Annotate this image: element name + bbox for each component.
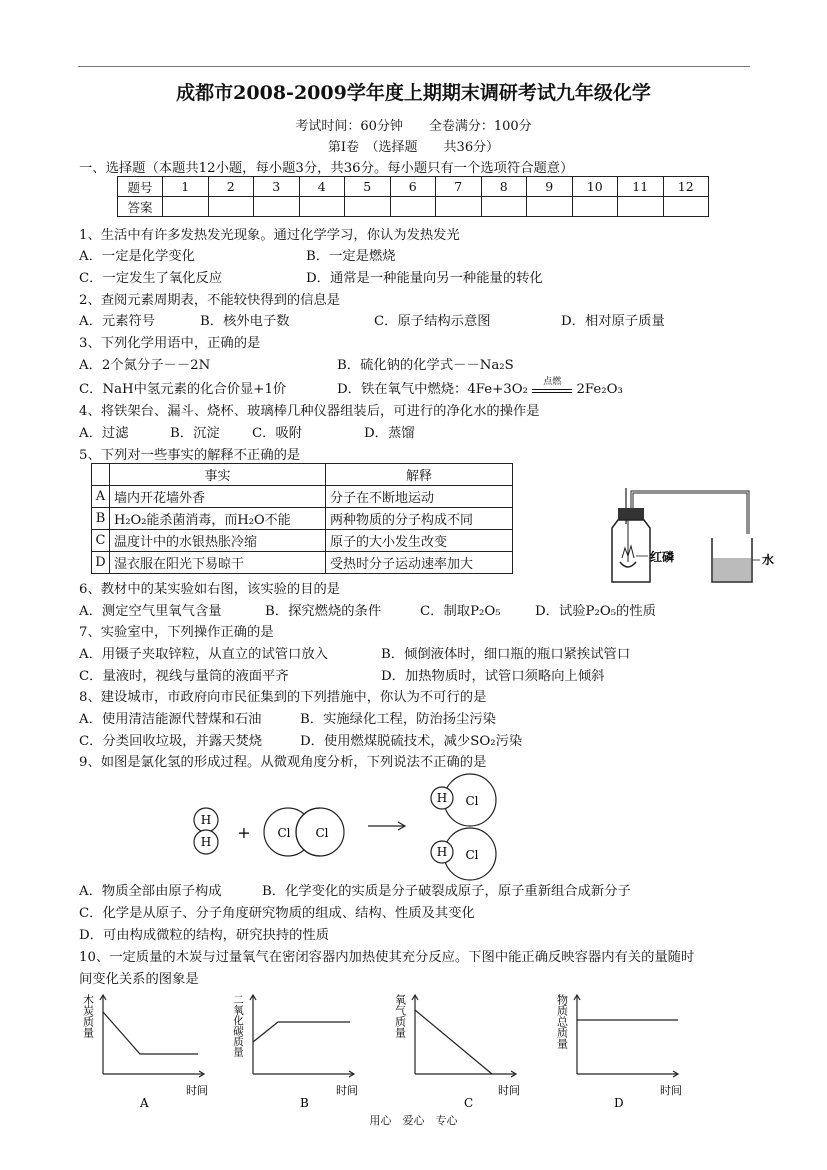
volume-heading: 第Ⅰ卷 （选择题 共36分） — [327, 140, 500, 155]
row-letter: C — [92, 530, 110, 552]
graph-c-ylabel: 氧气质量 — [393, 994, 407, 1038]
answer-cell[interactable] — [436, 197, 482, 217]
number-cell: 1 — [163, 177, 209, 197]
row-fact: H₂O₂能杀菌消毒，而H₂O不能 — [110, 508, 326, 530]
graph-a-ylabel: 木炭质量 — [81, 994, 95, 1038]
q4-option-d: D．蒸馏 — [364, 426, 415, 441]
graph-b — [232, 992, 368, 1110]
q2-option-d: D．相对原子质量 — [561, 314, 665, 329]
graph-c — [393, 992, 530, 1110]
answer-cell[interactable] — [345, 197, 391, 217]
section-heading: 一、选择题（本题共12小题，每小题3分，共36分。每小题只有一个选项符合题意） — [79, 161, 574, 176]
graph-d-xlabel: 时间 — [660, 1084, 682, 1097]
answer-cell[interactable] — [299, 197, 345, 217]
graph-b-xlabel: 时间 — [336, 1084, 358, 1097]
number-cell: 11 — [618, 177, 664, 197]
q6-stem: 6、教材中的某实验如右图，该实验的目的是 — [79, 582, 341, 597]
q6-option-b: B．探究燃烧的条件 — [265, 604, 382, 619]
q3-option-d-lhs: D．铁在氧气中燃烧：4Fe+3O₂ — [337, 382, 528, 397]
q5-stem: 5、下列对一些事实的解释不正确的是 — [79, 448, 301, 463]
h-atom-label: H — [436, 791, 448, 805]
q6-option-c: C．制取P₂O₅ — [420, 604, 501, 619]
number-cell: 10 — [572, 177, 618, 197]
table-row — [92, 530, 513, 552]
cl-atom-label: Cl — [465, 848, 479, 862]
q9-option-a: A．物质全部由原子构成 — [79, 884, 222, 899]
answer-cell[interactable] — [663, 197, 709, 217]
q9-option-d: D．可由构成微粒的结构，研究抉持的性质 — [79, 928, 330, 943]
row-letter: B — [92, 508, 110, 530]
q4-option-b: B．沉淀 — [170, 426, 220, 441]
answer-cell[interactable] — [208, 197, 254, 217]
q3-stem: 3、下列化学用语中，正确的是 — [79, 336, 261, 351]
graph-d-letter: D — [614, 1096, 624, 1110]
top-rule — [78, 66, 750, 67]
number-cell: 2 — [208, 177, 254, 197]
number-cell: 7 — [436, 177, 482, 197]
q3-option-d — [337, 378, 623, 397]
header-fact: 事实 — [110, 464, 326, 486]
graph-c-letter: C — [464, 1096, 474, 1110]
answer-cell[interactable] — [390, 197, 436, 217]
red-phosphorus-label: 红磷 — [650, 550, 675, 564]
q10-stem-line1: 10、一定质量的木炭与过量氧气在密闭容器内加热使其充分反应。下图中能正确反映容器内有关的量随时 — [79, 950, 695, 965]
phosphorus-apparatus-figure — [600, 484, 790, 588]
q6-option-a: A．测定空气里氧气含量 — [79, 604, 222, 619]
q9-option-c: C．化学是从原子、分子角度研究物质的组成、结构、性质及其变化 — [79, 906, 475, 921]
q7-option-c: C．量液时，视线与量筒的液面平齐 — [79, 669, 289, 684]
hcl-formation-diagram — [180, 770, 520, 880]
header-explain: 解释 — [326, 464, 513, 486]
reaction-condition: 点燃 — [543, 377, 562, 387]
q4-option-a: A．过滤 — [79, 426, 129, 441]
graph-b-ylabel: 二氧化碳质量 — [232, 994, 244, 1057]
facts-table — [91, 463, 513, 574]
row-fact: 墙内开花墙外香 — [110, 486, 326, 508]
q2-option-b: B．核外电子数 — [200, 314, 290, 329]
cl-atom-label: Cl — [315, 826, 329, 840]
h-atom-label: H — [200, 835, 212, 849]
water-label: 水 — [762, 553, 775, 567]
graph-a-xlabel: 时间 — [186, 1084, 208, 1097]
graph-a-letter: A — [140, 1096, 149, 1110]
q8-stem: 8、建设城市，市政府向市民征集到的下列措施中，你认为不可行的是 — [79, 690, 487, 705]
h-atom-label: H — [436, 845, 448, 859]
cl-atom-label: Cl — [465, 794, 479, 808]
q4-stem: 4、将铁架台、漏斗、烧杯、玻璃棒几种仪器组装后，可进行的净化水的操作是 — [79, 404, 540, 419]
answer-cell[interactable] — [481, 197, 527, 217]
exam-info: 考试时间：60分钟 全卷满分：100分 — [295, 119, 532, 134]
answer-table-answer-row — [118, 197, 709, 217]
q9-stem: 9、如图是氯化氢的形成过程。从微观角度分析，下列说法不正确的是 — [79, 755, 487, 770]
q1-option-a: A．一定是化学变化 — [79, 249, 195, 264]
q8-option-a: A．使用清洁能源代替煤和石油 — [79, 712, 262, 727]
graph-b-letter: B — [300, 1096, 309, 1110]
q2-stem: 2、查阅元素周期表，不能较快得到的信息是 — [79, 293, 341, 308]
q1-option-b: B．一定是燃烧 — [306, 249, 396, 264]
q6-option-d: D．试验P₂O₅的性质 — [535, 604, 656, 619]
q7-stem: 7、实验室中，下列操作正确的是 — [79, 625, 274, 640]
graph-c-xlabel: 时间 — [498, 1084, 520, 1097]
q7-option-a: A．用镊子夹取锌粒，从直立的试管口放入 — [79, 647, 328, 662]
q1-option-d: D．通常是一种能量向另一种能量的转化 — [306, 271, 543, 286]
row-fact: 湿衣服在阳光下易晾干 — [110, 552, 326, 574]
q8-option-d: D．使用燃煤脱硫技术，减少SO₂污染 — [300, 734, 523, 749]
row-explain: 两种物质的分子构成不同 — [326, 508, 513, 530]
q3-option-c: C．NaH中氢元素的化合价显+1价 — [79, 382, 287, 397]
answer-cell[interactable] — [254, 197, 300, 217]
number-cell: 9 — [527, 177, 573, 197]
facts-table-header — [92, 464, 513, 486]
answer-cell[interactable] — [572, 197, 618, 217]
footer: 用心 爱心 专心 — [369, 1114, 458, 1127]
row-letter: A — [92, 486, 110, 508]
answer-cell[interactable] — [527, 197, 573, 217]
row-explain: 分子在不断地运动 — [326, 486, 513, 508]
q8-option-b: B．实施绿化工程，防治扬尘污染 — [300, 712, 496, 727]
q3-option-a: A．2个氮分子－－2N — [79, 358, 211, 373]
graph-d — [555, 992, 692, 1110]
answer-table — [117, 176, 709, 217]
q3-option-b: B．硫化钠的化学式－－Na₂S — [337, 358, 514, 373]
q7-option-d: D．加热物质时，试管口须略向上倾斜 — [381, 669, 605, 684]
q1-option-c: C．一定发生了氧化反应 — [79, 271, 223, 286]
plus-sign: + — [237, 823, 251, 842]
table-row — [92, 552, 513, 574]
q8-option-c: C．分类回收垃圾，并露天焚烧 — [79, 734, 263, 749]
graph-a — [81, 992, 218, 1110]
q4-option-c: C．吸附 — [252, 426, 303, 441]
page-title: 成都市2008-2009学年度上期期末调研考试九年级化学 — [176, 82, 651, 104]
answer-table-number-row — [118, 177, 709, 197]
row-letter: D — [92, 552, 110, 574]
table-row — [92, 486, 513, 508]
h-atom-label: H — [200, 813, 212, 827]
row-fact: 温度计中的水银热胀冷缩 — [110, 530, 326, 552]
number-cell: 5 — [345, 177, 391, 197]
q9-option-b: B．化学变化的实质是分子破裂成原子，原子重新组合成新分子 — [262, 884, 631, 899]
answer-cell[interactable] — [618, 197, 664, 217]
table-row — [92, 508, 513, 530]
q3-option-d-rhs: 2Fe₂O₃ — [576, 382, 623, 397]
reaction-arrow — [532, 377, 572, 393]
row-label-answer: 答案 — [118, 197, 163, 217]
number-cell: 12 — [663, 177, 709, 197]
q10-stem-line2: 间变化关系的图象是 — [79, 972, 199, 987]
row-explain: 原子的大小发生改变 — [326, 530, 513, 552]
q2-option-a: A．元素符号 — [79, 314, 156, 329]
number-cell: 6 — [390, 177, 436, 197]
graph-d-ylabel: 物质总质量 — [555, 994, 569, 1049]
q7-option-b: B．倾倒液体时，细口瓶的瓶口紧挨试管口 — [381, 647, 631, 662]
answer-cell[interactable] — [163, 197, 209, 217]
number-cell: 4 — [299, 177, 345, 197]
number-cell: 3 — [254, 177, 300, 197]
row-explain: 受热时分子运动速率加大 — [326, 552, 513, 574]
cl-atom-label: Cl — [277, 826, 291, 840]
number-cell: 8 — [481, 177, 527, 197]
q1-stem: 1、生活中有许多发热发光现象。通过化学学习，你认为发热发光 — [79, 228, 460, 243]
q2-option-c: C．原子结构示意图 — [374, 314, 491, 329]
row-label-number: 题号 — [118, 177, 163, 197]
